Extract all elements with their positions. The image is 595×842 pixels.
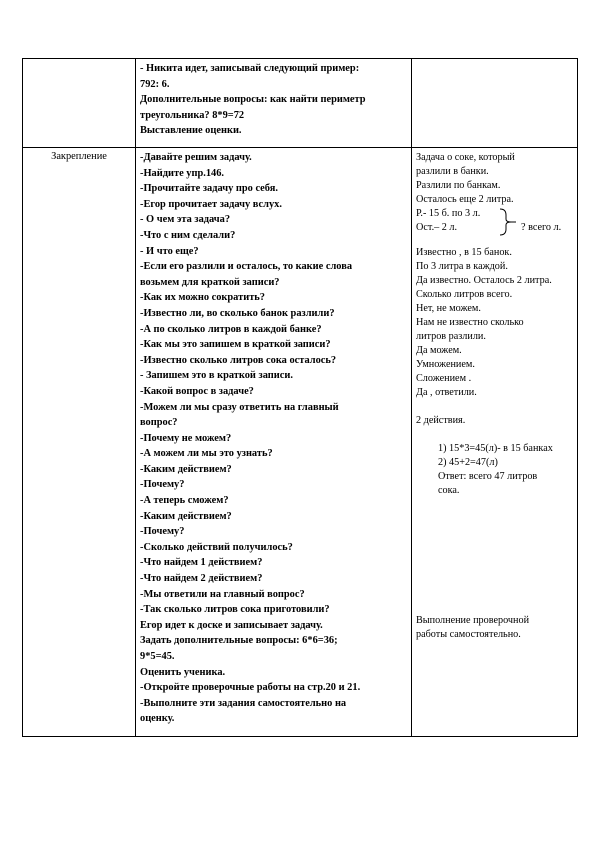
text-line: -Выполните эти задания самостоятельно на: [140, 697, 347, 709]
text-line: -Прочитайте задачу про себя.: [140, 183, 278, 195]
note-line: Умножением.: [416, 359, 475, 370]
note-line: Выполнение проверочной: [416, 615, 530, 626]
note-line: литров разлили.: [416, 331, 486, 342]
note-line: Сложением .: [416, 373, 472, 384]
note-line: Да можем.: [416, 345, 462, 356]
text-line: Оценить ученика.: [140, 666, 226, 678]
stage-cell: [23, 59, 136, 148]
note-line: Осталось еще 2 литра.: [416, 194, 514, 205]
short-record-line: Р.- 15 б. по 3 л.: [416, 208, 481, 219]
text-line: возьмем для краткой записи?: [140, 276, 280, 288]
text-line: 792: 6.: [140, 78, 170, 90]
note-line: Нет, не можем.: [416, 303, 481, 314]
text-line: -Что найдем 1 действием?: [140, 557, 263, 569]
answer-line: Ответ: всего 47 литров: [438, 471, 538, 482]
stage-cell: [23, 148, 136, 737]
text-line: 9*5=45.: [140, 651, 175, 662]
text-line: -А по сколько литров в каждой банке?: [140, 323, 322, 335]
table-row: [23, 148, 578, 737]
text-line: -Почему?: [140, 526, 185, 538]
lesson-plan-table: [22, 58, 578, 737]
text-line: -Как мы это запишем в краткой записи?: [140, 339, 331, 351]
note-line: Сколько литров всего.: [416, 289, 513, 300]
text-line: -Известно ли, во сколько банок разлили?: [140, 307, 335, 319]
note-line: Разлили по банкам.: [416, 180, 501, 191]
text-line: -Можем ли мы сразу ответить на главный: [140, 401, 339, 413]
text-line: -А теперь сможем?: [140, 495, 229, 507]
text-line: - О чем эта задача?: [140, 214, 231, 226]
text-line: -Сколько действий получилось?: [140, 541, 293, 553]
text-line: -Каким действием?: [140, 463, 232, 475]
brace-icon: [498, 207, 518, 237]
table-row: [23, 59, 578, 148]
text-line: Задать дополнительные вопросы: 6*6=36;: [140, 635, 338, 647]
note-line: разлили в банки.: [416, 166, 489, 177]
text-line: -Найдите упр.146.: [140, 167, 225, 179]
text-line: Егор идет к доске и записывает задачу.: [140, 619, 323, 631]
text-line: -Известно сколько литров сока осталось?: [140, 354, 337, 366]
text-line: -Так сколько литров сока приготовили?: [140, 604, 330, 616]
solution-steps: [416, 442, 573, 470]
text-line: - Никита идет, записывай следующий пример:: [140, 63, 360, 74]
note-line: Да , ответили.: [416, 387, 477, 398]
text-line: -Давайте решим задачу.: [140, 152, 252, 163]
solution-step: 1) 15*3=45(л)- в 15 банках: [438, 443, 553, 454]
text-line: -Откройте проверочные работы на стр.20 и 21.: [140, 682, 361, 694]
note-line: работы самостоятельно.: [416, 629, 521, 640]
note-line: По 3 литра в каждой.: [416, 261, 508, 272]
text-line: треугольника? 8*9=72: [140, 109, 245, 121]
student-activity-cell: [412, 148, 578, 737]
text-line: -Что найдем 2 действием?: [140, 573, 263, 585]
actions-count: 2 действия.: [416, 415, 466, 426]
text-line: -Что с ним сделали?: [140, 229, 236, 241]
solution-step: 2) 45+2=47(л): [438, 457, 498, 468]
text-line: -Мы ответили на главный вопрос?: [140, 588, 305, 600]
student-activity-cell: [412, 59, 578, 148]
text-line: -Каким действием?: [140, 510, 232, 522]
note-line: Известно , в 15 банок.: [416, 247, 512, 258]
text-line: - И что еще?: [140, 245, 199, 257]
text-line: оценку.: [140, 713, 175, 725]
note-line: Задача о соке, который: [416, 152, 515, 163]
text-line: Выставление оценки.: [140, 125, 242, 137]
teacher-activity-cell: [136, 59, 412, 148]
note-line: Нам не известно сколько: [416, 317, 524, 328]
text-line: -Почему не можем?: [140, 432, 232, 444]
teacher-activity-cell: [136, 148, 412, 737]
short-record-question: ? всего л.: [521, 222, 562, 233]
text-line: -Если его разлили и осталось, то какие слова: [140, 261, 353, 273]
answer-line: сока.: [438, 485, 460, 496]
text-line: - Запишем это в краткой записи.: [140, 370, 293, 382]
text-line: -Какой вопрос в задаче?: [140, 385, 254, 397]
text-line: -Почему?: [140, 479, 185, 491]
short-record: [416, 207, 573, 237]
text-line: -А можем ли мы это узнать?: [140, 448, 273, 460]
short-record-line: Ост.– 2 л.: [416, 222, 458, 233]
text-line: -Егор прочитает задачу вслух.: [140, 198, 282, 210]
text-line: -Как их можно сократить?: [140, 292, 265, 304]
text-line: Дополнительные вопросы: как найти периметр: [140, 94, 366, 106]
text-line: вопрос?: [140, 417, 178, 429]
stage-label: Закрепление: [51, 151, 107, 162]
note-line: Да известно. Осталось 2 литра.: [416, 275, 552, 286]
